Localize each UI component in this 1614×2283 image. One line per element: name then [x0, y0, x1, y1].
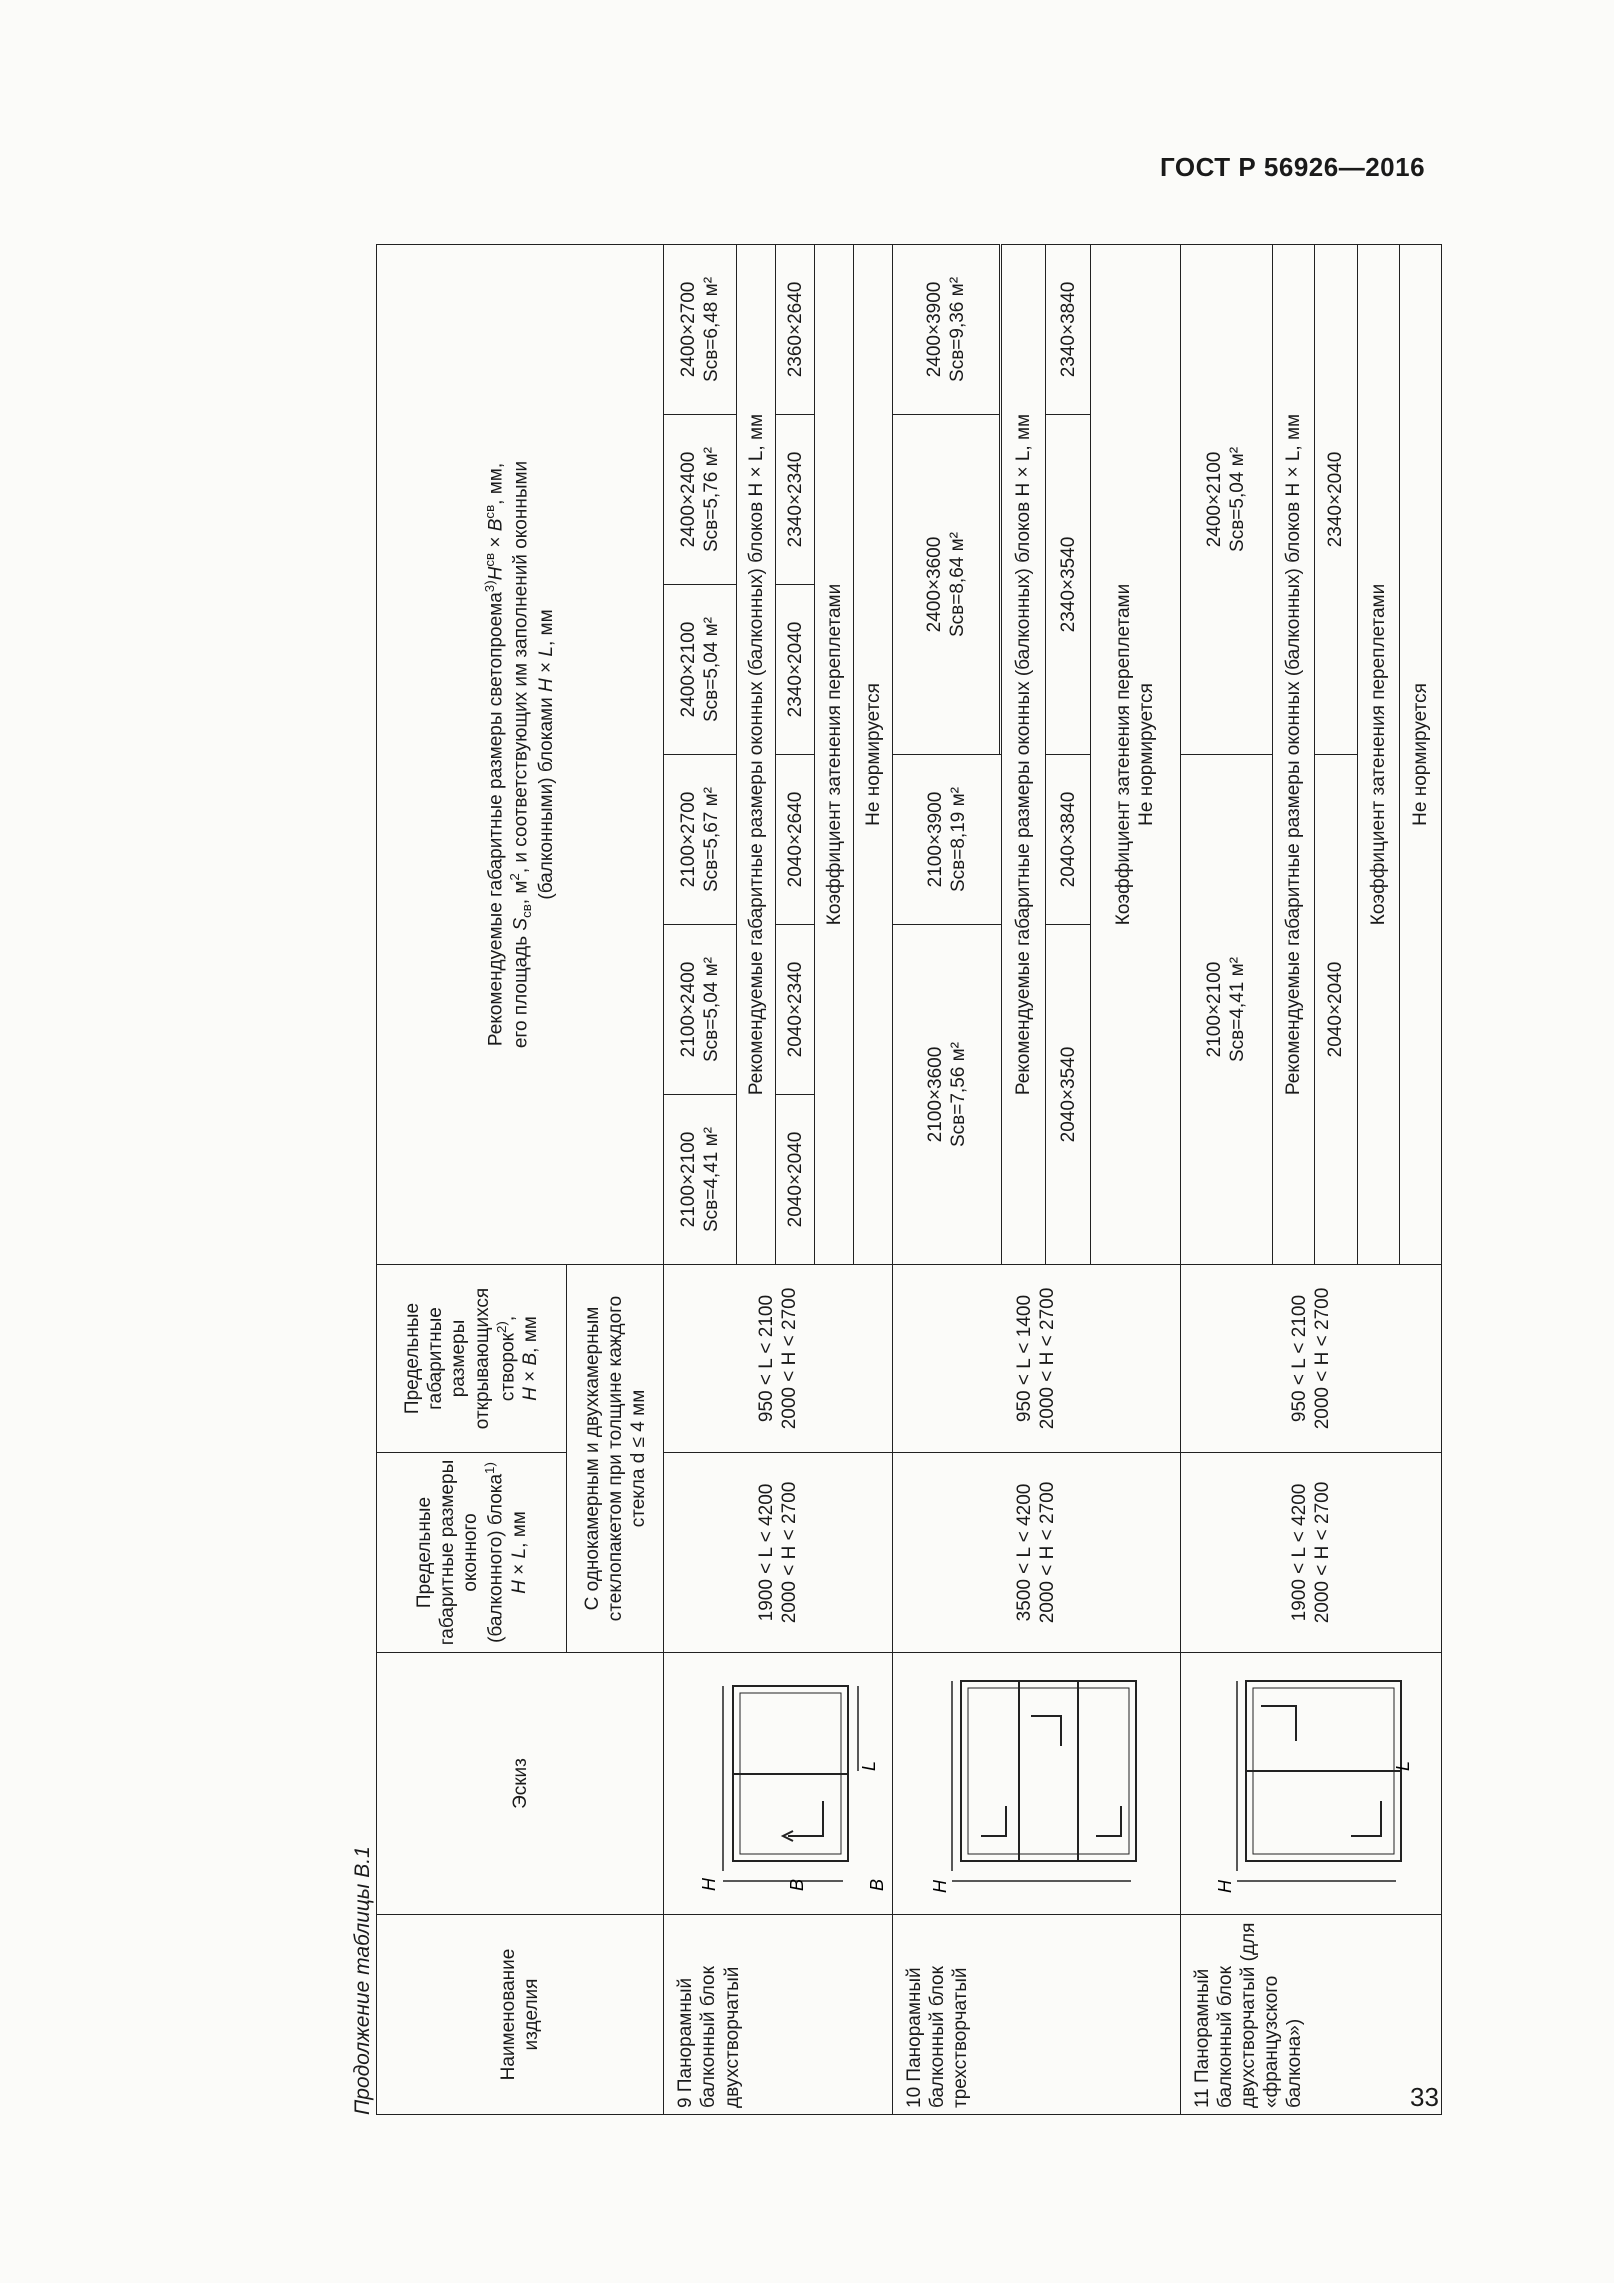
dim-l-label: L	[1392, 1760, 1413, 1771]
row9-block: 2040×2040	[776, 1095, 815, 1265]
row9-sash-limits: 950 < L < 2100 2000 < H < 2700	[664, 1265, 893, 1453]
row10-name: 10 Панорамный балконный блок трехстворчатый	[893, 1915, 1180, 2115]
row9-block: 2040×2640	[776, 755, 815, 925]
page-number: 33	[1410, 2082, 1439, 2112]
row10-block: 2340×3540	[1046, 415, 1091, 755]
dim-h-label: H	[1214, 1880, 1235, 1893]
dim-l-label: L	[859, 1760, 880, 1771]
row11-block: 2040×2040	[1315, 755, 1357, 1265]
header-recommended: Рекомендуемые габаритные размеры $светопроема^{3)}H^{св} \times B^{св}$, мм, его площадь $S_{св}$, $м^2$, и соответствующих им заполнений оконными (балконными) блоками H × L, мм	[377, 244, 664, 1264]
row9-block: 2360×2640	[776, 244, 815, 414]
subheader-glazing: С однокамерным и двухкамерным стеклопакетом при толщине каждого стекла d ≤ 4 мм	[567, 1265, 664, 1653]
dim-h-label: H	[699, 1878, 720, 1891]
row10-block: 2340×3840	[1046, 244, 1091, 414]
row10-sketch	[893, 1653, 1180, 1915]
sketch-two-sash-icon	[693, 1656, 888, 1911]
row11-name: 11 Панорамный балконный блок двухстворчатый (для «французского балкона»)	[1180, 1915, 1441, 2115]
row9-name: 9 Панорамный балконный блок двухстворчатый	[664, 1915, 893, 2115]
header-sketch: Эскиз	[377, 1653, 664, 1915]
row9-shading-title: Коэффициент затенения переплетами	[815, 244, 854, 1264]
row10-shading-title: Коэффициент затенения переплетами	[1113, 583, 1135, 926]
row9-block: 2340×2340	[776, 415, 815, 585]
row10-opening: 2400×3600 Sсв=8,64 м²	[893, 415, 1000, 755]
row11-rec-header: Рекомендуемые габаритные размеры оконных (балконных) блоков H × L, мм	[1273, 244, 1315, 1264]
row11-block-limits: 1900 < L < 4200 2000 < H < 2700	[1180, 1453, 1441, 1653]
row10-shading	[1091, 244, 1180, 1264]
row11-shading-title: Коэффициент затенения переплетами	[1357, 244, 1399, 1264]
row9-rec-header: Рекомендуемые габаритные размеры оконных (балконных) блоков H × L, мм	[737, 244, 776, 1264]
row10-block: 2040×3840	[1046, 755, 1091, 925]
row10-block-limits: 3500 < L < 4200 2000 < H < 2700	[893, 1453, 1180, 1653]
header-block-limits: Предельные габаритные размеры оконного (балконного) блока$^{1)}$ H × L, мм	[377, 1453, 567, 1653]
header-name: Наименование изделия	[377, 1915, 664, 2115]
row10-rec-header: Рекомендуемые габаритные размеры оконных (балконных) блоков H × L, мм	[1001, 244, 1046, 1264]
dim-b-label: B	[787, 1878, 808, 1891]
row10-block: 2040×3540	[1046, 925, 1091, 1265]
row11-opening: 2100×2100 Sсв=4,41 м²	[1180, 755, 1273, 1265]
document-header: ГОСТ Р 56926—2016	[1160, 152, 1426, 182]
rotated-table-area	[350, 245, 1450, 2115]
row9-block: 2340×2040	[776, 585, 815, 755]
row10-opening: 2100×3900 Sсв=8,19 м²	[893, 755, 1002, 925]
row9-opening: 2100×2400 Sсв=5,04 м²	[664, 925, 737, 1095]
row9-opening: 2400×2400 Sсв=5,76 м²	[664, 415, 737, 585]
row9-opening: 2100×2100 Sсв=4,41 м²	[664, 1095, 737, 1265]
row11-shading-value: Не нормируется	[1399, 244, 1441, 1264]
table-caption: Продолжение таблицы В.1	[351, 1846, 374, 2115]
dim-h-label: H	[930, 1880, 951, 1893]
row9-block-limits: 1900 < L < 4200 2000 < H < 2700	[664, 1453, 893, 1653]
row10-shading-value: Не нормируется	[1136, 683, 1158, 826]
dim-b-label: B	[867, 1878, 888, 1891]
row10-sash-limits: 950 < L < 1400 2000 < H < 2700	[893, 1265, 1180, 1453]
row9-opening: 2100×2700 Sсв=5,67 м²	[664, 755, 737, 925]
row9-opening: 2400×2100 Sсв=5,04 м²	[664, 585, 737, 755]
row11-sash-limits: 950 < L < 2100 2000 < H < 2700	[1180, 1265, 1441, 1453]
row9-shading-value: Не нормируется	[854, 244, 893, 1264]
row10-opening: 2400×3900 Sсв=9,36 м²	[893, 244, 1000, 414]
sketch-three-sash-icon	[926, 1656, 1146, 1911]
row10-opening: 2100×3600 Sсв=7,56 м²	[893, 925, 1002, 1265]
row11-opening: 2400×2100 Sсв=5,04 м²	[1180, 244, 1273, 754]
sketch-french-balcony-icon	[1211, 1656, 1411, 1911]
row9-sketch	[664, 1653, 893, 1915]
spec-table	[376, 244, 1442, 2115]
row9-block: 2040×2340	[776, 925, 815, 1095]
row11-sketch	[1180, 1653, 1441, 1915]
row9-opening: 2400×2700 Sсв=6,48 м²	[664, 244, 737, 414]
header-sash-limits: Предельные габаритные размеры открывающихся створок$^{2)}$, H × B, мм	[377, 1265, 567, 1453]
row11-block: 2340×2040	[1315, 244, 1357, 754]
